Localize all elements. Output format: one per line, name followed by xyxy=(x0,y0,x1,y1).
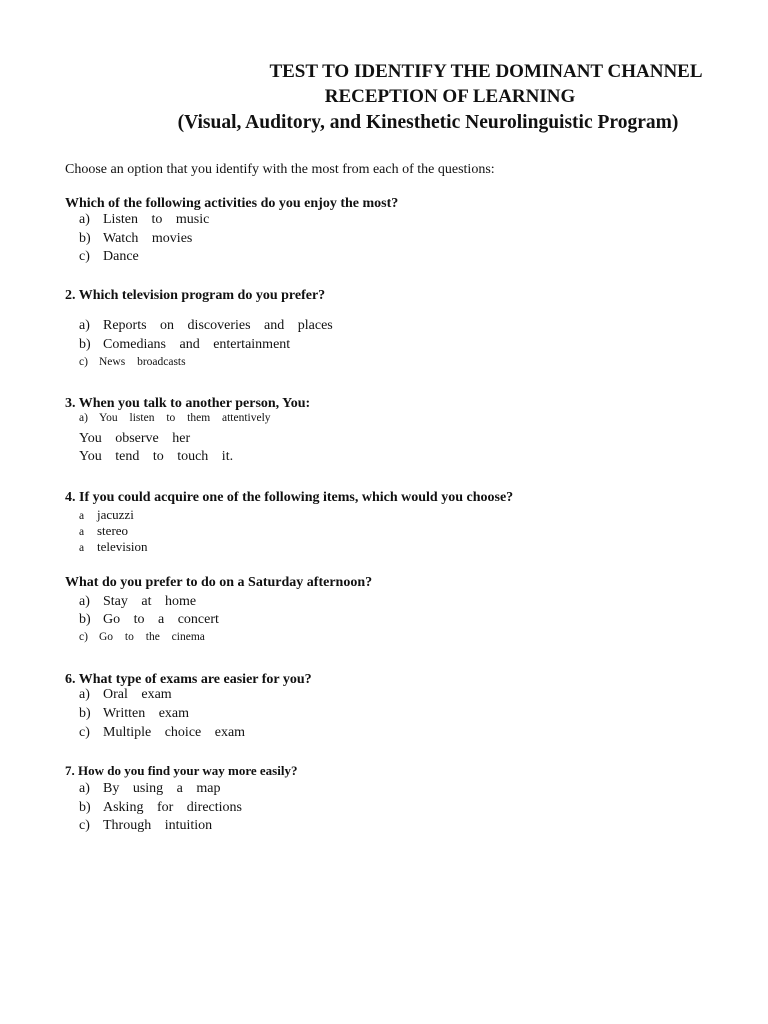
question-1-option-b xyxy=(79,231,192,247)
option-text: By using a map xyxy=(103,781,221,796)
question-4-option-2 xyxy=(79,523,128,539)
option-marker: b) xyxy=(79,337,91,352)
option-marker: a) xyxy=(79,687,90,702)
option-marker: a) xyxy=(79,212,90,227)
option-text: You observe her xyxy=(79,431,191,446)
option-text: Asking for directions xyxy=(103,800,242,815)
option-marker: a xyxy=(79,542,85,554)
option-marker: a) xyxy=(79,412,88,424)
option-text: Stay at home xyxy=(103,594,197,609)
question-7-option-c xyxy=(79,818,212,834)
option-text: You tend to touch it. xyxy=(79,449,234,464)
option-text: News broadcasts xyxy=(99,356,186,368)
question-4: 4. If you could acquire one of the following items, which would you choose? xyxy=(65,490,514,505)
question-3-option-c xyxy=(79,449,233,465)
question-6-option-c xyxy=(79,725,245,741)
option-text: Comedians and entertainment xyxy=(103,337,291,352)
option-text: Go to a concert xyxy=(103,612,219,627)
question-6: 6. What type of exams are easier for you? xyxy=(65,672,312,687)
option-marker: b) xyxy=(79,612,91,627)
question-3-option-b xyxy=(79,431,190,447)
option-marker: c) xyxy=(79,725,90,740)
option-text: Multiple choice exam xyxy=(103,725,246,740)
option-marker: b) xyxy=(79,706,91,721)
option-text: Written exam xyxy=(103,706,190,721)
option-marker: c) xyxy=(79,249,90,264)
question-7-option-b xyxy=(79,800,242,816)
option-marker: b) xyxy=(79,800,91,815)
option-text: Dance xyxy=(103,249,139,264)
option-marker: a xyxy=(79,526,85,538)
option-marker: a) xyxy=(79,781,90,796)
question-7-option-a xyxy=(79,781,221,797)
option-marker: c) xyxy=(79,631,88,643)
option-text: television xyxy=(97,539,148,554)
question-4-option-3 xyxy=(79,539,148,555)
option-marker: a xyxy=(79,510,85,522)
question-7: 7. How do you find your way more easily? xyxy=(65,763,298,778)
option-text: You listen to them attentively xyxy=(99,412,271,424)
question-5-option-a xyxy=(79,594,196,610)
question-5-option-b xyxy=(79,612,219,628)
document-title-line-1: TEST TO IDENTIFY THE DOMINANT CHANNEL xyxy=(269,61,703,82)
option-text: Reports on discoveries and places xyxy=(103,318,333,333)
option-marker: a) xyxy=(79,594,90,609)
question-2-option-a xyxy=(79,318,333,334)
option-text: Oral exam xyxy=(103,687,172,702)
question-3: 3. When you talk to another person, You: xyxy=(65,396,311,411)
option-text: Go to the cinema xyxy=(99,631,205,643)
question-3-option-a xyxy=(79,412,271,424)
document-title-line-2: RECEPTION OF LEARNING xyxy=(324,86,576,107)
question-6-option-a xyxy=(79,687,172,703)
option-text: Watch movies xyxy=(103,231,193,246)
question-1-option-c xyxy=(79,249,139,265)
option-marker: c) xyxy=(79,818,90,833)
option-marker: c) xyxy=(79,356,88,368)
question-6-option-b xyxy=(79,706,189,722)
question-1-option-a xyxy=(79,212,209,228)
question-4-option-1 xyxy=(79,507,134,523)
question-2: 2. Which television program do you prefer? xyxy=(65,288,326,303)
document-title-line-3: (Visual, Auditory, and Kinesthetic Neurolinguistic Program) xyxy=(177,112,679,133)
question-1: Which of the following activities do you enjoy the most? xyxy=(65,196,399,211)
option-text: stereo xyxy=(97,523,129,538)
option-text: jacuzzi xyxy=(97,507,134,522)
question-5-option-c xyxy=(79,631,205,643)
question-5: What do you prefer to do on a Saturday afternoon? xyxy=(65,575,373,590)
question-2-option-b xyxy=(79,337,290,353)
option-text: Through intuition xyxy=(103,818,213,833)
option-text: Listen to music xyxy=(103,212,210,227)
option-marker: b) xyxy=(79,231,91,246)
option-marker: a) xyxy=(79,318,90,333)
question-2-option-c xyxy=(79,356,186,368)
instructions-text: Choose an option that you identify with the most from each of the questions: xyxy=(65,162,495,177)
